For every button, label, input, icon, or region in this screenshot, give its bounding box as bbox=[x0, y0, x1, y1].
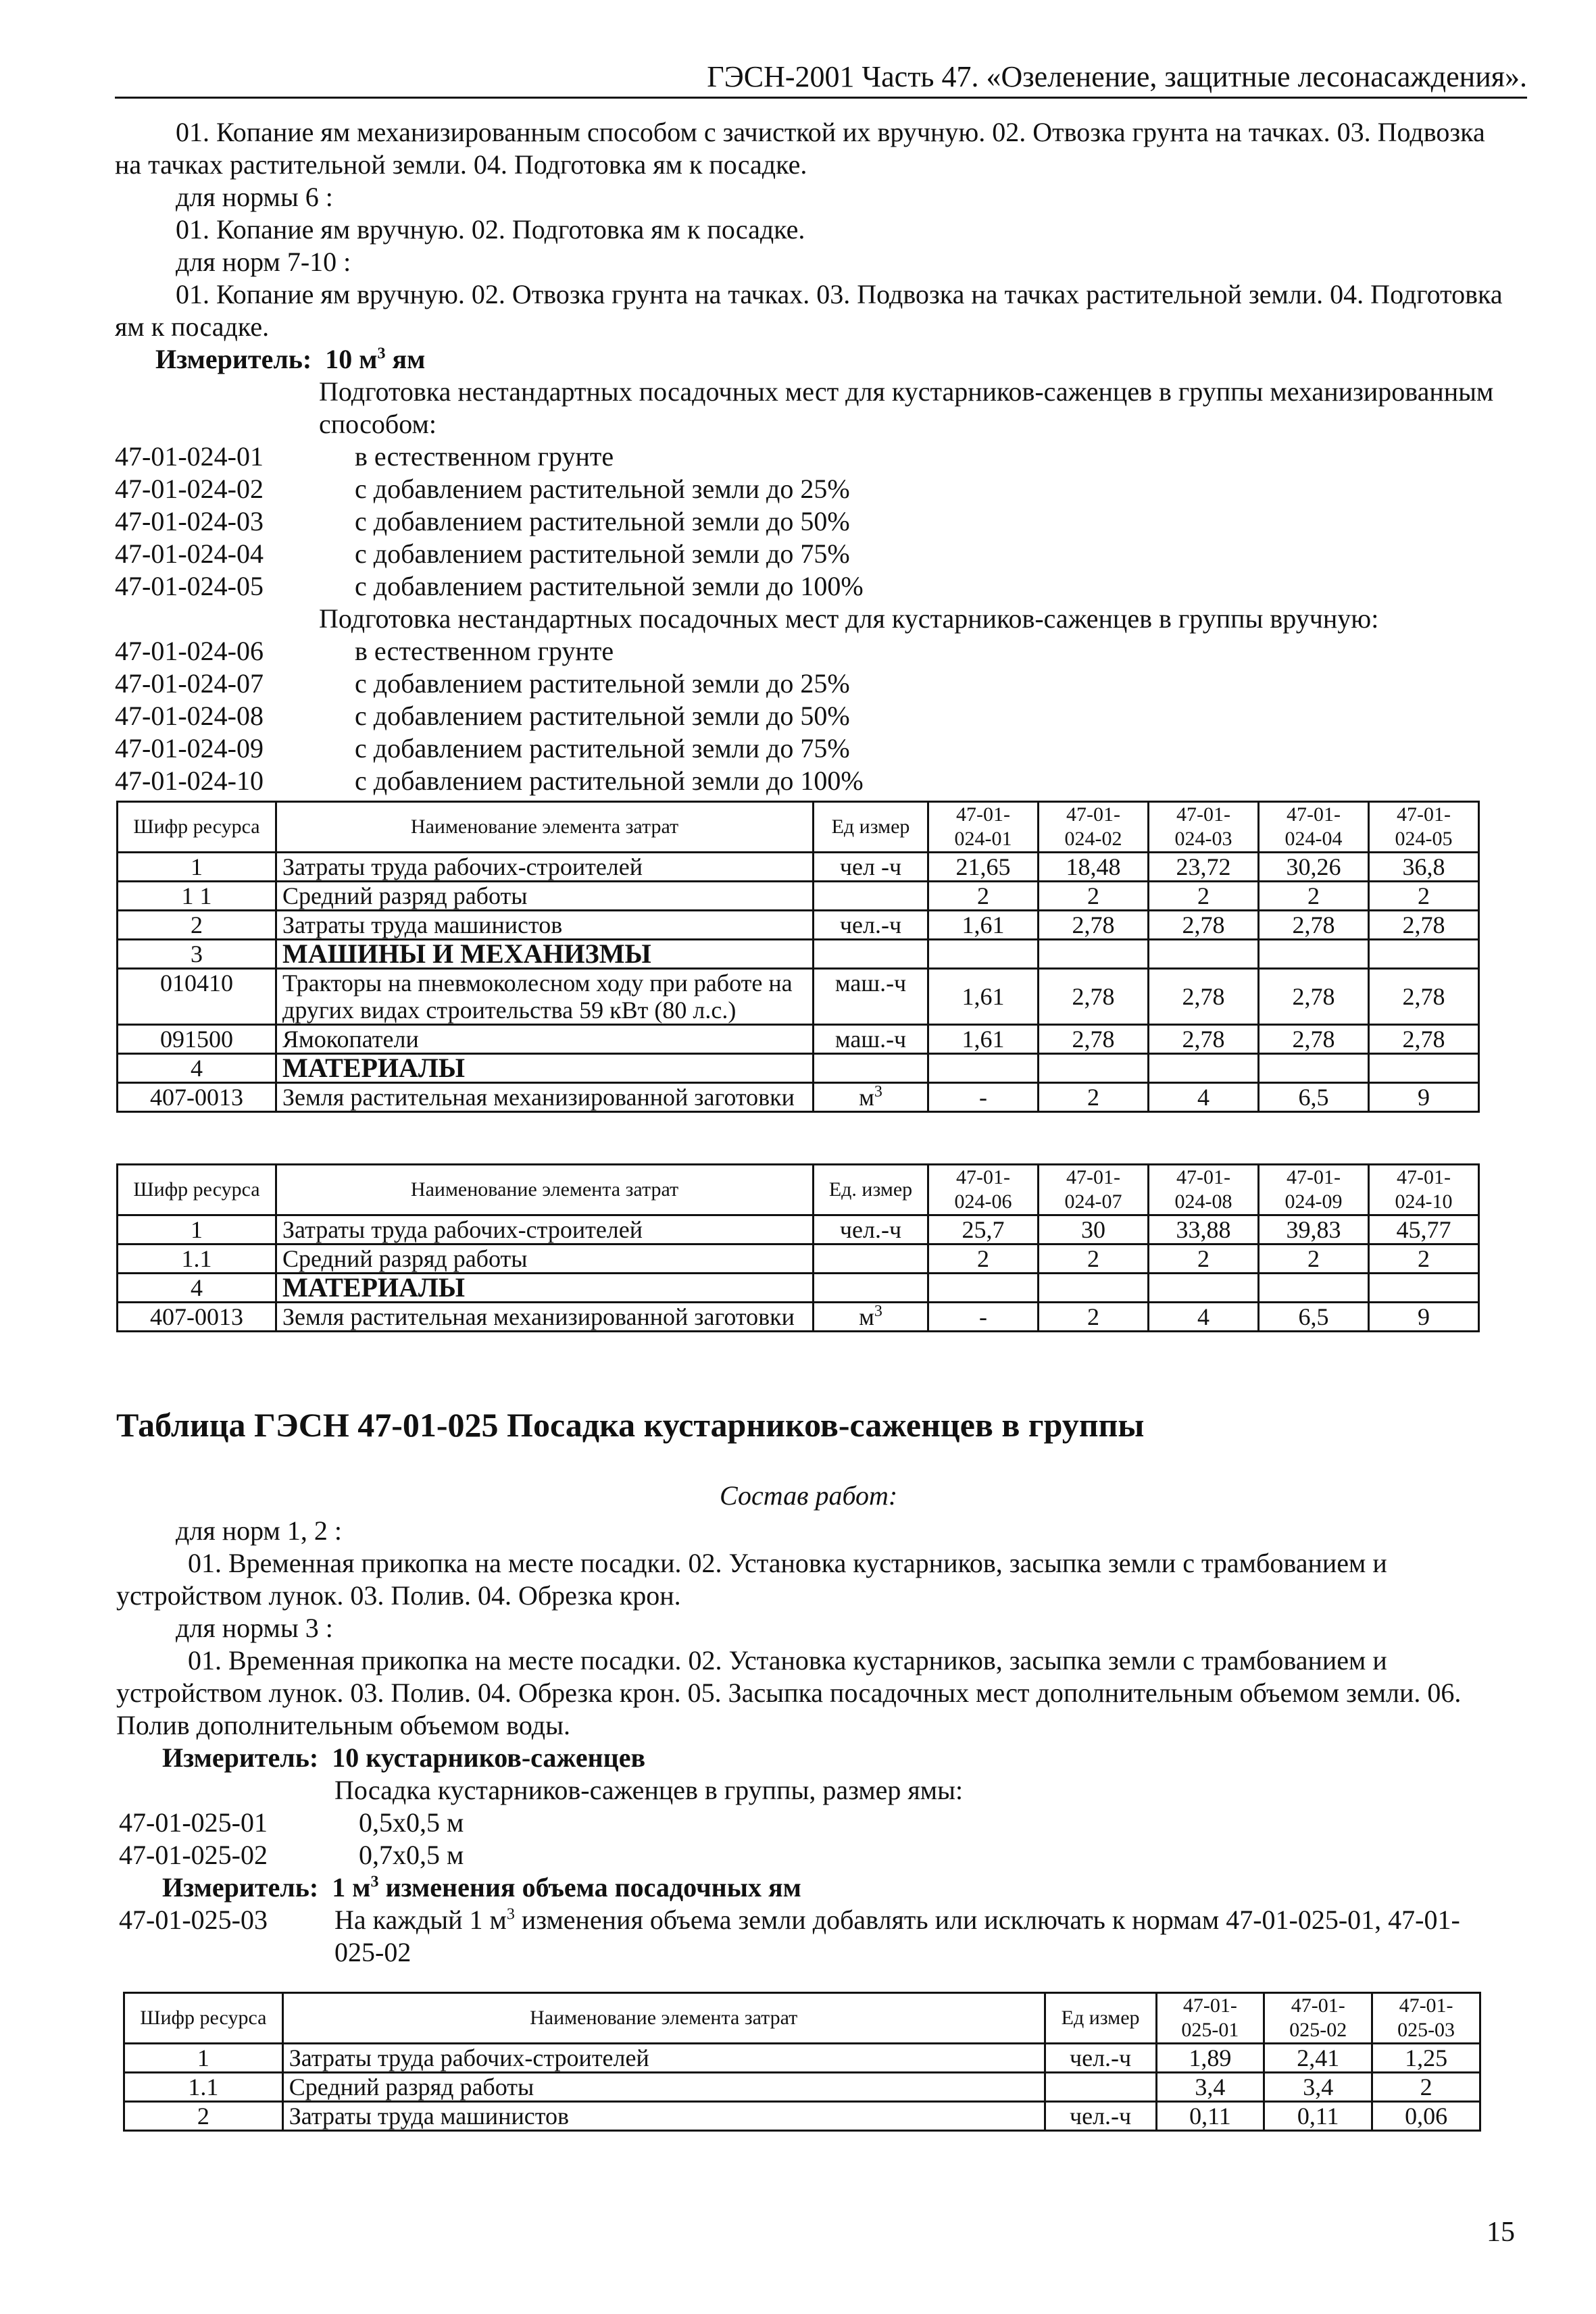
work-composition-1: 01. Копание ям механизированным способом с зачисткой их вручную. 02. Отвозка грунта на тачках. 03. Подвозка на тачках растительной земли. 04. Подготовка ям к посадке. bbox=[115, 117, 1485, 180]
section-row bbox=[118, 1274, 1479, 1303]
table-row bbox=[118, 1303, 1479, 1332]
cell-value bbox=[1259, 1054, 1369, 1083]
cell-value: 30 bbox=[1039, 1215, 1149, 1244]
meter-label: Измеритель: bbox=[162, 1872, 319, 1903]
cell-value: 2,78 bbox=[1039, 969, 1149, 1025]
cell-value: 1,89 bbox=[1156, 2044, 1264, 2073]
norm-list-2 bbox=[115, 635, 864, 797]
cell-code: 1 bbox=[118, 1215, 276, 1244]
cell-unit: чел.-ч bbox=[814, 911, 928, 940]
cell-unit bbox=[814, 882, 928, 911]
header-norm: 47-01- 024-09 bbox=[1259, 1165, 1369, 1215]
norm-text: в естественном грунте bbox=[355, 441, 614, 472]
meter-value: 10 м bbox=[325, 344, 378, 374]
table-header-row bbox=[118, 802, 1479, 853]
cell-value: 23,72 bbox=[1149, 853, 1259, 882]
cell-unit bbox=[814, 940, 928, 969]
meter-tail: ям bbox=[385, 344, 426, 374]
cell-value: 2,78 bbox=[1369, 911, 1479, 940]
work-composition-4: 01. Временная прикопка на месте посадки. 02. Установка кустарников, засыпка земли с трамбованием и устройством лунок. 03. Полив. 04. Обрезка крон. bbox=[116, 1548, 1387, 1611]
cell-value bbox=[1039, 1274, 1149, 1303]
cell-value bbox=[1039, 1054, 1149, 1083]
cell-code: 1.1 bbox=[124, 2073, 283, 2102]
cell-value: 39,83 bbox=[1259, 1215, 1369, 1244]
cell-value: 0,11 bbox=[1156, 2102, 1264, 2131]
cell-code: 1 bbox=[124, 2044, 283, 2073]
header-norm: 47-01- 025-01 bbox=[1156, 1993, 1264, 2044]
cell-value: 1,61 bbox=[928, 969, 1039, 1025]
for-norm-6-label: для нормы 6 : bbox=[176, 182, 333, 212]
group-heading-planting: Посадка кустарников-саженцев в группы, размер ямы: bbox=[334, 1775, 964, 1805]
meter-value: 1 м bbox=[332, 1872, 371, 1903]
cell-value: 2 bbox=[1369, 1244, 1479, 1274]
norm-row bbox=[119, 1839, 464, 1871]
cell-code: 3 bbox=[118, 940, 276, 969]
meter-label: Измеритель: bbox=[162, 1742, 319, 1773]
norm-text: с добавлением растительной земли до 25% bbox=[355, 668, 850, 699]
cell-value: 45,77 bbox=[1369, 1215, 1479, 1244]
cell-value: 2 bbox=[1149, 882, 1259, 911]
header-norm: 47-01- 025-02 bbox=[1264, 1993, 1372, 2044]
cell-name: Затраты труда машинистов bbox=[276, 911, 814, 940]
cell-value bbox=[1149, 1274, 1259, 1303]
cell-name: МАШИНЫ И МЕХАНИЗМЫ bbox=[276, 940, 814, 969]
cell-unit: маш.-ч bbox=[814, 1025, 928, 1054]
cell-name: Тракторы на пневмоколесном ходу при работе на других видах строительства 59 кВт (80 л.с.) bbox=[276, 969, 814, 1025]
cell-value bbox=[1369, 1054, 1479, 1083]
cell-code: 4 bbox=[118, 1274, 276, 1303]
norm-text-part: На каждый 1 м bbox=[334, 1905, 507, 1935]
cell-code: 4 bbox=[118, 1054, 276, 1083]
cell-value bbox=[928, 1054, 1039, 1083]
cell-value: 2 bbox=[1149, 1244, 1259, 1274]
cell-value: 9 bbox=[1369, 1303, 1479, 1332]
cell-value: 2 bbox=[1259, 882, 1369, 911]
cell-value: 9 bbox=[1369, 1083, 1479, 1112]
cell-unit: $м^3$ bbox=[814, 1083, 928, 1112]
cell-code: 091500 bbox=[118, 1025, 276, 1054]
norm-row bbox=[115, 635, 864, 668]
running-header: ГЭСН-2001 Часть 47. «Озеленение, защитные лесонасаждения». bbox=[115, 59, 1527, 99]
meter-tail: изменения объема посадочных ям bbox=[378, 1872, 801, 1903]
cell-value bbox=[1369, 940, 1479, 969]
table-header-row bbox=[124, 1993, 1480, 2044]
norm-row bbox=[115, 441, 864, 473]
cell-code: 407-0013 bbox=[118, 1083, 276, 1112]
header-unit: Ед измер bbox=[814, 802, 928, 853]
table-row bbox=[124, 2073, 1480, 2102]
unit-superscript: 3 bbox=[874, 1083, 882, 1101]
cell-value: 33,88 bbox=[1149, 1215, 1259, 1244]
resource-table-3 bbox=[123, 1992, 1481, 2132]
norm-text-part: изменения объема земли добавлять или исключать к нормам 47-01-025-01, 47-01-025-02 bbox=[334, 1905, 1460, 1967]
resource-table-1 bbox=[116, 801, 1480, 1113]
cell-value bbox=[1369, 1274, 1479, 1303]
header-norm: 47-01- 024-06 bbox=[928, 1165, 1039, 1215]
norm-code: 47-01-024-07 bbox=[115, 668, 264, 699]
cell-value: 2,78 bbox=[1149, 1025, 1259, 1054]
cell-name: Земля растительная механизированной заготовки bbox=[276, 1083, 814, 1112]
section-title: Таблица ГЭСН 47-01-025 Посадка кустарников-саженцев в группы bbox=[116, 1406, 1145, 1444]
header-code: Шифр ресурса bbox=[124, 1993, 283, 2044]
cell-name: Затраты труда рабочих-строителей bbox=[276, 853, 814, 882]
table-row bbox=[118, 1083, 1479, 1112]
cell-value: 2,78 bbox=[1149, 911, 1259, 940]
cell-code: 1 bbox=[118, 853, 276, 882]
cell-unit: $м^3$ bbox=[814, 1303, 928, 1332]
table-row bbox=[124, 2044, 1480, 2073]
header-norm: 47-01- 024-04 bbox=[1259, 802, 1369, 853]
resource-table-2 bbox=[116, 1163, 1480, 1332]
cell-name: МАТЕРИАЛЫ bbox=[276, 1274, 814, 1303]
cell-value: 2,78 bbox=[1369, 969, 1479, 1025]
cell-value bbox=[928, 940, 1039, 969]
cell-value bbox=[1149, 1054, 1259, 1083]
header-unit: Ед измер bbox=[1045, 1993, 1156, 2044]
header-norm: 47-01- 025-03 bbox=[1372, 1993, 1480, 2044]
header-norm: 47-01- 024-01 bbox=[928, 802, 1039, 853]
cell-value: 25,7 bbox=[928, 1215, 1039, 1244]
header-name: Наименование элемента затрат bbox=[282, 1993, 1045, 2044]
unit-superscript: 3 bbox=[874, 1303, 882, 1320]
table-row bbox=[118, 853, 1479, 882]
cell-name: Затраты труда рабочих-строителей bbox=[276, 1215, 814, 1244]
cell-value: 2 bbox=[1039, 1244, 1149, 1274]
cell-value: 2 bbox=[928, 882, 1039, 911]
header-norm: 47-01- 024-02 bbox=[1039, 802, 1149, 853]
table-row bbox=[124, 2102, 1480, 2131]
cell-name: МАТЕРИАЛЫ bbox=[276, 1054, 814, 1083]
cell-value: 2,78 bbox=[1039, 1025, 1149, 1054]
table-header-row bbox=[118, 1165, 1479, 1215]
norm-code: 47-01-024-01 bbox=[115, 441, 264, 472]
cell-name: Средний разряд работы bbox=[282, 2073, 1045, 2102]
norm-code: 47-01-024-05 bbox=[115, 571, 264, 601]
work-composition-5: 01. Временная прикопка на месте посадки. 02. Установка кустарников, засыпка земли с трамбованием и устройством лунок. 03. Полив. 04. Обрезка крон. 05. Засыпка посадочных мест дополнительным объемом земли. 06. Полив дополнительным объемом воды. bbox=[116, 1645, 1462, 1740]
norm-superscript: 3 bbox=[506, 1905, 515, 1923]
cell-unit bbox=[814, 1274, 928, 1303]
cell-unit bbox=[814, 1054, 928, 1083]
composition-heading: Состав работ: bbox=[720, 1480, 898, 1511]
table-row bbox=[118, 969, 1479, 1025]
cell-value: 2 bbox=[928, 1244, 1039, 1274]
for-norms-7-10-label: для норм 7-10 : bbox=[176, 247, 351, 277]
cell-code: 407-0013 bbox=[118, 1303, 276, 1332]
cell-value: 6,5 bbox=[1259, 1083, 1369, 1112]
header-norm: 47-01- 024-07 bbox=[1039, 1165, 1149, 1215]
cell-value: 2 bbox=[1039, 1303, 1149, 1332]
cell-value: 1,61 bbox=[928, 911, 1039, 940]
cell-unit: маш.-ч bbox=[814, 969, 928, 1025]
table-row bbox=[118, 1025, 1479, 1054]
norm-code: 47-01-025-02 bbox=[119, 1840, 268, 1870]
norm-text: с добавлением растительной земли до 75% bbox=[355, 733, 850, 763]
group-heading-manual: Подготовка нестандартных посадочных мест для кустарников-саженцев в группы вручную: bbox=[319, 603, 1379, 634]
header-norm: 47-01- 024-05 bbox=[1369, 802, 1479, 853]
cell-value: 4 bbox=[1149, 1083, 1259, 1112]
cell-value: 3,4 bbox=[1264, 2073, 1372, 2102]
header-norm: 47-01- 024-03 bbox=[1149, 802, 1259, 853]
cell-value: 2 bbox=[1259, 1244, 1369, 1274]
cell-value bbox=[1039, 940, 1149, 969]
norm-row bbox=[115, 700, 864, 732]
norm-text-025-03 bbox=[334, 1904, 1483, 1969]
norm-row bbox=[115, 505, 864, 538]
cell-value: 2,78 bbox=[1259, 911, 1369, 940]
page-number: 15 bbox=[1487, 2217, 1515, 2248]
cell-code: 010410 bbox=[118, 969, 276, 1025]
cell-value: 1,25 bbox=[1372, 2044, 1480, 2073]
table-row bbox=[118, 1215, 1479, 1244]
cell-value: 2,78 bbox=[1259, 969, 1369, 1025]
cell-code: 2 bbox=[118, 911, 276, 940]
norm-row bbox=[115, 570, 864, 603]
cell-value: 3,4 bbox=[1156, 2073, 1264, 2102]
norm-code: 47-01-024-02 bbox=[115, 474, 264, 504]
norm-code: 47-01-024-10 bbox=[115, 765, 264, 796]
norm-code: 47-01-024-04 bbox=[115, 538, 264, 569]
group-heading-mechanized: Подготовка нестандартных посадочных мест для кустарников-саженцев в группы механизированным способом: bbox=[319, 376, 1494, 439]
norm-row bbox=[115, 732, 864, 765]
cell-unit: чел.-ч bbox=[1045, 2102, 1156, 2131]
cell-code: 2 bbox=[124, 2102, 283, 2131]
cell-unit: чел.-ч bbox=[1045, 2044, 1156, 2073]
norm-code: 47-01-024-09 bbox=[115, 733, 264, 763]
header-name: Наименование элемента затрат bbox=[276, 802, 814, 853]
meter-value: 10 кустарников-саженцев bbox=[332, 1742, 646, 1773]
cell-value: 2,78 bbox=[1369, 1025, 1479, 1054]
cell-value: 2 bbox=[1039, 1083, 1149, 1112]
norm-code: 47-01-024-08 bbox=[115, 701, 264, 731]
meter-line-2 bbox=[162, 1742, 645, 1774]
cell-value: 36,8 bbox=[1369, 853, 1479, 882]
for-norm-3-label: для нормы 3 : bbox=[176, 1613, 333, 1643]
cell-value: 18,48 bbox=[1039, 853, 1149, 882]
norm-list-1 bbox=[115, 441, 864, 603]
norm-text: с добавлением растительной земли до 50% bbox=[355, 506, 850, 536]
for-norms-1-2-label: для норм 1, 2 : bbox=[176, 1515, 342, 1546]
table-row bbox=[118, 1244, 1479, 1274]
header-norm: 47-01- 024-10 bbox=[1369, 1165, 1479, 1215]
norm-row bbox=[115, 765, 864, 797]
cell-unit bbox=[1045, 2073, 1156, 2102]
cell-value: 30,26 bbox=[1259, 853, 1369, 882]
norm-text: 0,7х0,5 м bbox=[359, 1840, 464, 1870]
meter-superscript: 3 bbox=[377, 345, 386, 363]
meter-line-1 bbox=[155, 343, 425, 376]
cell-value: 2,41 bbox=[1264, 2044, 1372, 2073]
meter-line-3 bbox=[162, 1871, 801, 1904]
cell-unit bbox=[814, 1244, 928, 1274]
norm-code: 47-01-025-01 bbox=[119, 1807, 268, 1838]
cell-name: Земля растительная механизированной заготовки bbox=[276, 1303, 814, 1332]
cell-unit: чел -ч bbox=[814, 853, 928, 882]
cell-name: Ямокопатели bbox=[276, 1025, 814, 1054]
cell-value: 2,78 bbox=[1039, 911, 1149, 940]
header-code: Шифр ресурса bbox=[118, 1165, 276, 1215]
cell-name: Затраты труда рабочих-строителей bbox=[282, 2044, 1045, 2073]
cell-value: 2,78 bbox=[1149, 969, 1259, 1025]
cell-value: 2 bbox=[1372, 2073, 1480, 2102]
norm-code-025-03: 47-01-025-03 bbox=[119, 1905, 268, 1935]
norm-text: с добавлением растительной земли до 25% bbox=[355, 474, 850, 504]
header-code: Шифр ресурса bbox=[118, 802, 276, 853]
cell-value bbox=[1149, 940, 1259, 969]
meter-label: Измеритель: bbox=[155, 344, 312, 374]
norm-text: 0,5х0,5 м bbox=[359, 1807, 464, 1838]
section-row bbox=[118, 940, 1479, 969]
norm-row bbox=[115, 538, 864, 570]
meter-superscript: 3 bbox=[370, 1873, 379, 1891]
norm-text: с добавлением растительной земли до 75% bbox=[355, 538, 850, 569]
cell-unit: чел.-ч bbox=[814, 1215, 928, 1244]
work-composition-2: 01. Копание ям вручную. 02. Подготовка ям к посадке. bbox=[176, 214, 805, 245]
cell-value bbox=[1259, 1274, 1369, 1303]
cell-value bbox=[1259, 940, 1369, 969]
cell-value: - bbox=[928, 1303, 1039, 1332]
cell-value: 0,11 bbox=[1264, 2102, 1372, 2131]
header-norm: 47-01- 024-08 bbox=[1149, 1165, 1259, 1215]
norm-text: с добавлением растительной земли до 100% bbox=[355, 765, 864, 796]
norm-row bbox=[115, 473, 864, 505]
cell-value: 21,65 bbox=[928, 853, 1039, 882]
cell-name: Средний разряд работы bbox=[276, 1244, 814, 1274]
cell-name: Средний разряд работы bbox=[276, 882, 814, 911]
cell-value: 6,5 bbox=[1259, 1303, 1369, 1332]
cell-value: 2 bbox=[1369, 882, 1479, 911]
table-row bbox=[118, 882, 1479, 911]
cell-value: 2,78 bbox=[1259, 1025, 1369, 1054]
cell-value: 2 bbox=[1039, 882, 1149, 911]
norm-list-3 bbox=[119, 1807, 464, 1871]
cell-value: 1,61 bbox=[928, 1025, 1039, 1054]
cell-value: 4 bbox=[1149, 1303, 1259, 1332]
cell-code: 1.1 bbox=[118, 1244, 276, 1274]
work-composition-3: 01. Копание ям вручную. 02. Отвозка грунта на тачках. 03. Подвозка на тачках растительной земли. 04. Подготовка ям к посадке. bbox=[115, 279, 1503, 342]
cell-value bbox=[928, 1274, 1039, 1303]
norm-text: в естественном грунте bbox=[355, 636, 614, 666]
norm-code: 47-01-024-03 bbox=[115, 506, 264, 536]
header-unit: Ед. измер bbox=[814, 1165, 928, 1215]
norm-row bbox=[115, 668, 864, 700]
norm-text: с добавлением растительной земли до 100% bbox=[355, 571, 864, 601]
cell-value: 0,06 bbox=[1372, 2102, 1480, 2131]
section-row bbox=[118, 1054, 1479, 1083]
norm-text: с добавлением растительной земли до 50% bbox=[355, 701, 850, 731]
cell-name: Затраты труда машинистов bbox=[282, 2102, 1045, 2131]
norm-row bbox=[119, 1807, 464, 1839]
header-name: Наименование элемента затрат bbox=[276, 1165, 814, 1215]
table-row bbox=[118, 911, 1479, 940]
cell-code: 1 1 bbox=[118, 882, 276, 911]
cell-value: - bbox=[928, 1083, 1039, 1112]
norm-code: 47-01-024-06 bbox=[115, 636, 264, 666]
